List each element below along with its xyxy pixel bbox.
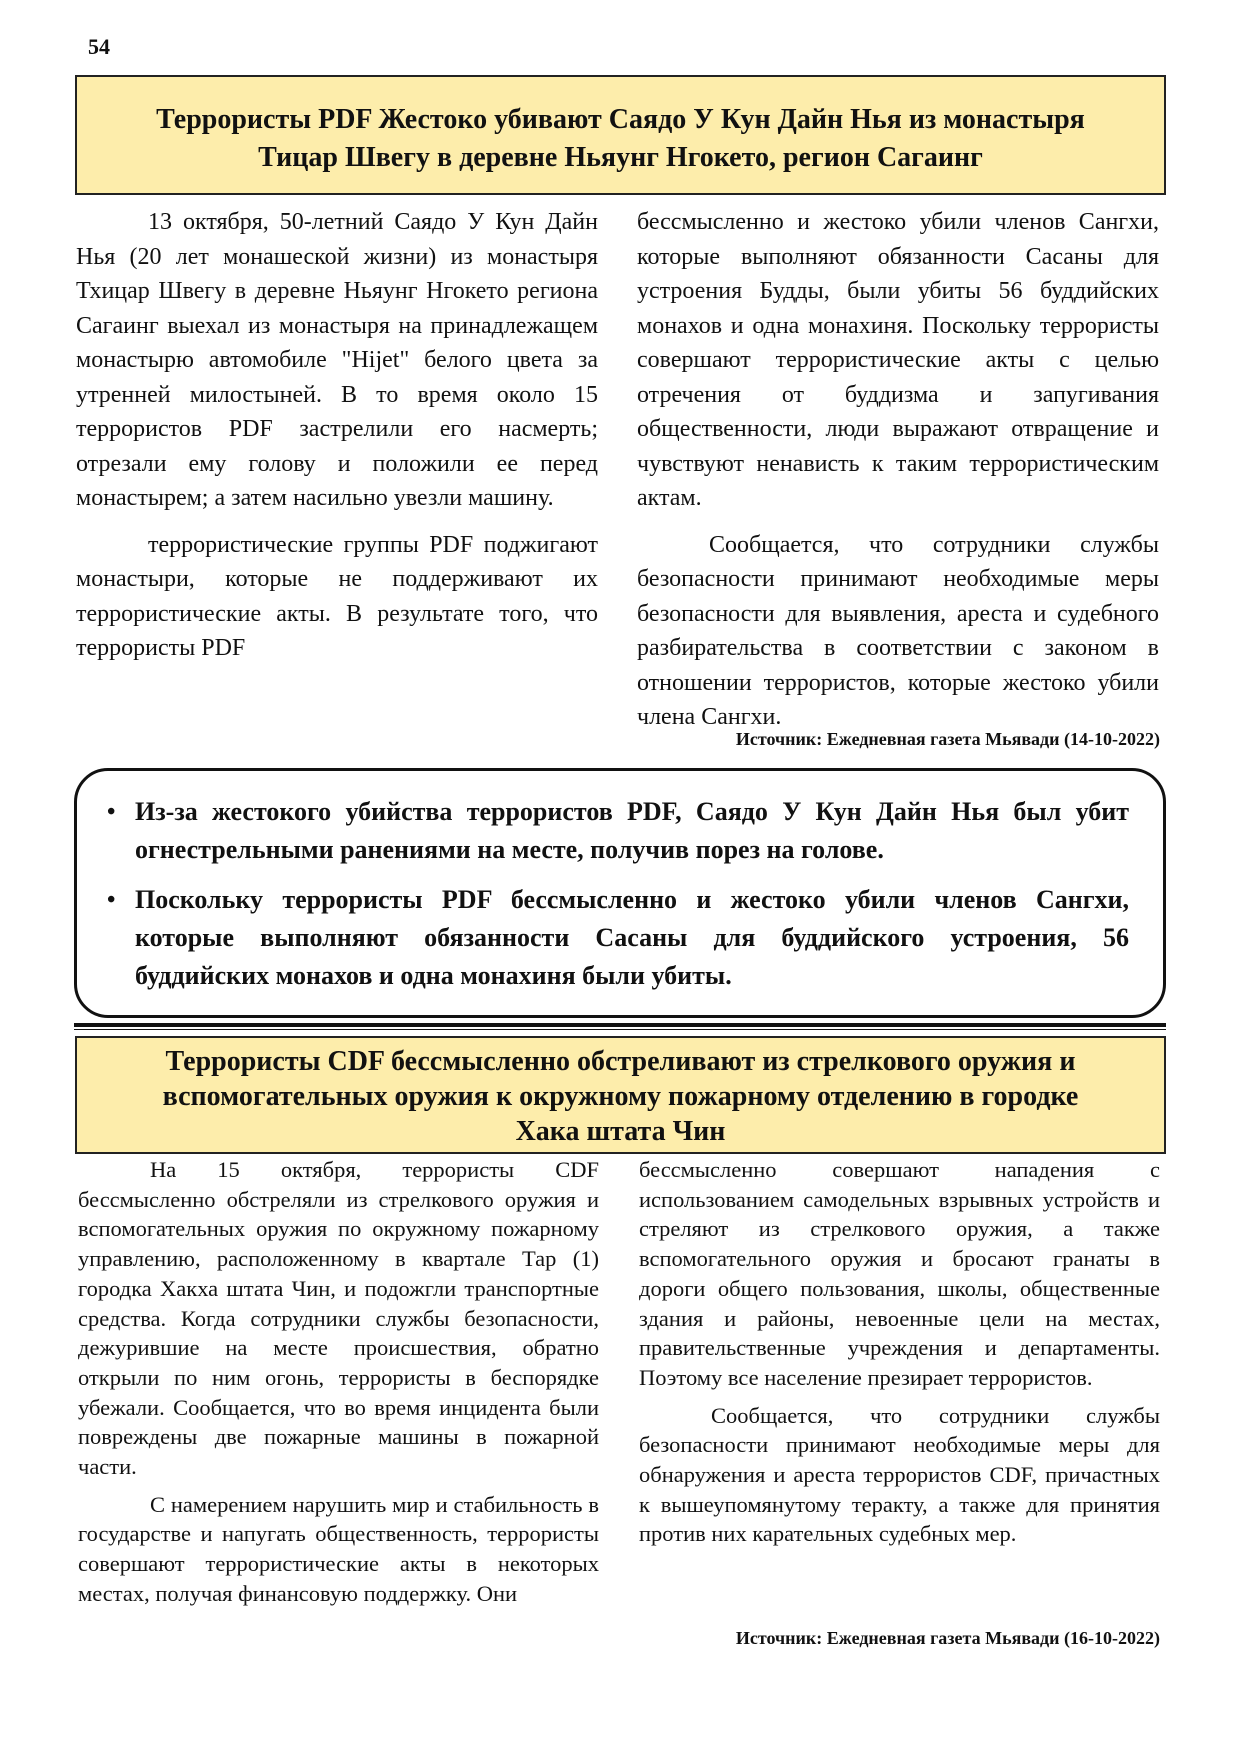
bullet-icon: • — [107, 799, 116, 825]
article1-source: Источник: Ежедневная газета Мьявади (14-10-2022) — [735, 729, 1160, 749]
article1-right-column — [637, 205, 1159, 735]
summary-item-text: Поскольку террористы PDF бессмысленно и жестоко убили членов Сангхи, которые выполняют обязанности Сасаны для буддийского устроения, 56 буддийских монахов и одна монахиня были убиты. — [135, 885, 1129, 990]
article2-source: Источник: Ежедневная газета Мьявади (16-10-2022) — [735, 1628, 1160, 1648]
article1-right-paragraph-1: бессмысленно и жестоко убили членов Сангхи, которые выполняют обязанности Сасаны для устроения Будды, были убиты 56 буддийских монахов и одна монахиня. Поскольку террористы совершают террористические акты с целью отречения от буддизма и запугивания общественности, люди выражают отвращение и чувствуют ненависть к таким террористическим актам. — [637, 209, 1159, 511]
article2-headline-line3: Хака штата Чин — [515, 1116, 726, 1147]
article2-right-paragraph-2: Сообщается, что сотрудники службы безопасности принимают необходимые меры для обнаружения и ареста террористов CDF, причастных к вышеупомянутому теракту, а также для принятия против них карательных судебных мер. — [639, 1402, 1160, 1547]
section-divider-thin — [74, 1029, 1166, 1030]
page-number: 54 — [88, 34, 110, 59]
article1-left-column — [76, 205, 598, 666]
article1-left-paragraph-2: террористические группы PDF поджигают монастыри, которые не поддерживают их террористические акты. В результате того, что террористы PDF — [76, 531, 598, 661]
summary-item-text: Из-за жестокого убийства террористов PDF, Саядо У Кун Дайн Нья был убит огнестрельными ранениями на месте, получив порез на голове. — [135, 797, 1129, 864]
article2-headline-line1: Террористы CDF бессмысленно обстреливают из стрелкового оружия и — [165, 1046, 1076, 1077]
summary-item — [107, 881, 1129, 995]
article2-left-paragraph-2: С намерением нарушить мир и стабильность в государстве и напугать общественность, террористы совершают террористические акты в некоторых местах, получая финансовую поддержку. Они — [78, 1491, 599, 1606]
article2-headline-line2: вспомогательных оружия к окружному пожарному отделению в городке — [162, 1081, 1079, 1112]
article1-right-paragraph-2: Сообщается, что сотрудники службы безопасности принимают необходимые меры безопасности для выявления, ареста и судебного разбирательства в соответствии с законом в отношении террористов, которые жестоко убили члена Сангхи. — [637, 531, 1159, 730]
summary-list — [107, 793, 1129, 995]
summary-box — [74, 768, 1166, 1018]
section-divider — [74, 1023, 1166, 1027]
article2-left-paragraph-1: На 15 октября, террористы CDF бессмысленно обстреляли из стрелкового оружия и вспомогательных оружия по окружному пожарному управлению, расположенному в квартале Тар (1) городка Хакха штата Чин, и подожгли транспортные средства. Когда сотрудники службы безопасности, дежурившие на месте происшествия, обратно открыли по ним огонь, террористы в беспорядке убежали. Сообщается, что во время инцидента были повреждены две пожарные машины в пожарной части. — [78, 1157, 599, 1480]
article2-right-column — [639, 1155, 1160, 1549]
bullet-icon: • — [107, 887, 116, 913]
article2-left-column — [78, 1155, 599, 1609]
article1-headline-line1: Террористы PDF Жестоко убивают Саядо У Кун Дайн Нья из монастыря — [156, 104, 1085, 135]
summary-item — [107, 793, 1129, 869]
article2-right-paragraph-1: бессмысленно совершают нападения с использованием самодельных взрывных устройств и стреляют из стрелкового оружия, а также вспомогательного оружия и бросают гранаты в дороги общего пользования, школы, общественные здания и районы, невоенные цели на местах, правительственные учреждения и департаменты. Поэтому все население презирает террористов. — [639, 1157, 1160, 1390]
article1-headline — [75, 75, 1166, 195]
article1-headline-line2: Тицар Швегу в деревне Ньяунг Нгокето, регион Сагаинг — [258, 142, 983, 173]
article1-left-paragraph-1: 13 октября, 50-летний Саядо У Кун Дайн Нья (20 лет монашеской жизни) из монастыря Тхицар Швегу в деревне Ньяунг Нгокето региона Сагаинг выехал из монастыря на принадлежащем монастырю автомобиле "Hijet" белого цвета за утренней милостыней. В то время около 15 террористов PDF застрелили его насмерть; отрезали ему голову и положили ее перед монастырем; а затем насильно увезли машину. — [76, 209, 598, 511]
article2-headline — [75, 1036, 1166, 1154]
